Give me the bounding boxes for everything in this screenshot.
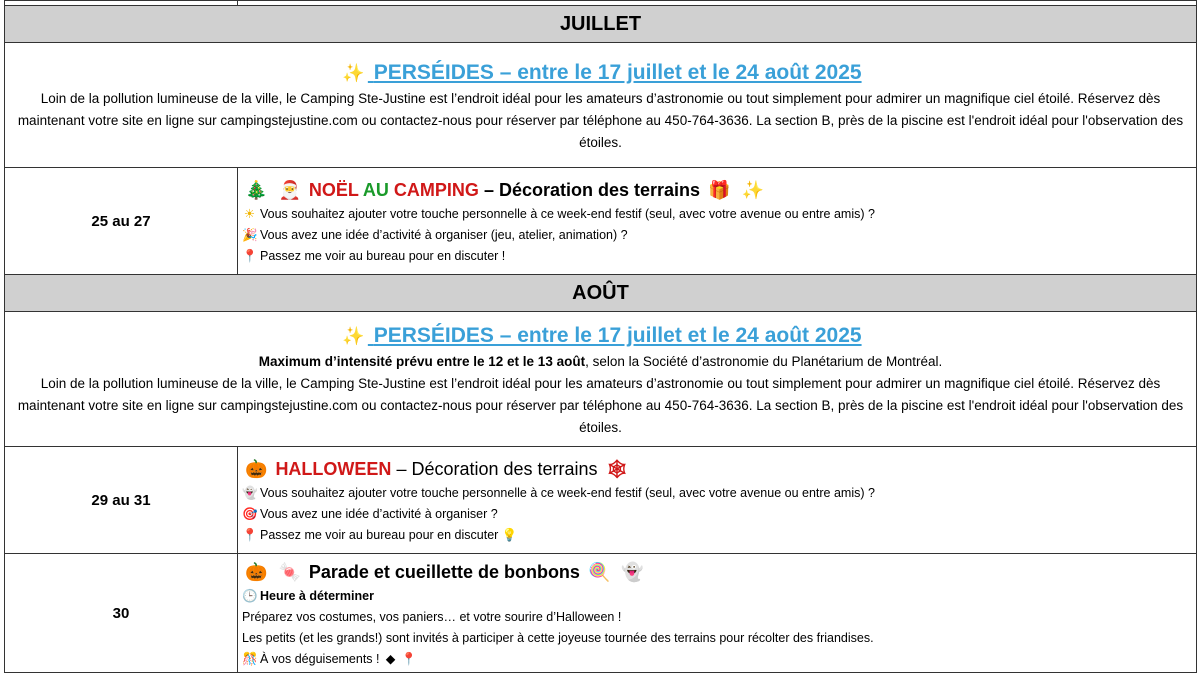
spider-web-icon: 🕸 bbox=[605, 459, 629, 479]
sparkles-icon: ✨ bbox=[741, 180, 764, 200]
diamond-icon: ◆ bbox=[385, 651, 396, 666]
perseides-cell bbox=[5, 43, 1197, 168]
event-line bbox=[242, 204, 1192, 225]
event-line bbox=[242, 525, 1192, 546]
event-line bbox=[242, 246, 1192, 267]
clock-icon: 🕒 bbox=[242, 588, 258, 603]
event-time-line bbox=[242, 586, 1192, 607]
perseides-peak bbox=[15, 351, 1186, 373]
pumpkin-icon: 🎃 bbox=[245, 561, 268, 582]
event-closing: À vos déguisements ! bbox=[260, 651, 380, 666]
month-row-juillet bbox=[5, 6, 1197, 43]
event-time: Heure à déterminer bbox=[260, 588, 374, 603]
ghost-icon: 👻 bbox=[242, 486, 258, 500]
title-rest: – Décoration des terrains bbox=[391, 459, 598, 479]
event-title bbox=[242, 455, 1192, 483]
perseides-title: PERSÉIDES – entre le 17 juillet et le 24 août 2025 bbox=[373, 324, 862, 347]
event-row-halloween bbox=[5, 447, 1197, 554]
event-closing-line bbox=[242, 649, 1192, 670]
event-halloween-cell bbox=[238, 447, 1197, 554]
event-line bbox=[242, 504, 1192, 525]
month-row-aout bbox=[5, 275, 1197, 312]
pumpkin-icon: 🎃 bbox=[245, 459, 268, 479]
confetti-icon: 🎊 bbox=[242, 651, 258, 666]
event-line-text: Passez me voir au bureau pour en discuter bbox=[260, 528, 499, 542]
title-camping: CAMPING bbox=[393, 180, 479, 200]
month-header-juillet: JUILLET bbox=[5, 6, 1197, 43]
santa-icon: 🎅 bbox=[278, 180, 301, 200]
event-line bbox=[242, 225, 1192, 246]
event-line: Préparez vos costumes, vos paniers… et votre sourire d’Halloween ! bbox=[242, 609, 622, 624]
title-noel: NOËL bbox=[308, 180, 359, 200]
perseides-body: Loin de la pollution lumineuse de la ville, le Camping Ste-Justine est l’endroit idéal pour les amateurs d’astronomie ou tout simplement pour admirer un magnifique ciel étoilé. Réservez dès maintenant votre site en ligne sur campingstejustine.com ou contactez-nous pour réserver par téléphone au 450-764-3636. La section B, près de la piscine est l'endroit idéal pour l'observation des étoiles. bbox=[17, 376, 1184, 435]
event-line-text: Passez me voir au bureau pour en discuter ! bbox=[260, 249, 506, 263]
event-line-text: Vous avez une idée d’activité à organiser (jeu, atelier, animation) ? bbox=[260, 228, 628, 242]
perseides-row-juillet bbox=[5, 43, 1197, 168]
perseides-body: Loin de la pollution lumineuse de la ville, le Camping Ste-Justine est l’endroit idéal pour les amateurs d’astronomie ou tout simplement pour admirer un magnifique ciel étoilé. Réservez dès maintenant votre site en ligne sur campingstejustine.com ou contactez-nous pour réserver par téléphone au 450-764-3636. La section B, près de la piscine est l'endroit idéal pour l'observation des étoiles. bbox=[17, 91, 1184, 150]
perseides-title-line bbox=[15, 321, 1186, 351]
pin-icon: 📍 bbox=[242, 249, 258, 263]
party-popper-icon: 🎉 bbox=[242, 228, 258, 242]
christmas-tree-icon: 🎄 bbox=[245, 180, 268, 200]
event-row-noel bbox=[5, 168, 1197, 275]
peak-bold: Maximum d’intensité prévu entre le 12 et le 13 août bbox=[258, 354, 586, 369]
ghost-icon: 👻 bbox=[621, 561, 644, 582]
title-au: AU bbox=[362, 180, 389, 200]
candy-icon: 🍬 bbox=[278, 561, 301, 582]
perseides-title: PERSÉIDES – entre le 17 juillet et le 24 août 2025 bbox=[373, 61, 862, 84]
pin-icon: 📍 bbox=[242, 528, 258, 542]
month-header-aout: AOÛT bbox=[5, 275, 1197, 312]
event-row-parade bbox=[5, 554, 1197, 673]
event-line-text: Vous avez une idée d’activité à organiser ? bbox=[260, 507, 498, 521]
lollipop-icon: 🍭 bbox=[587, 561, 611, 582]
peak-rest: , selon la Société d’astronomie du Planétarium de Montréal. bbox=[585, 354, 943, 369]
event-title bbox=[242, 176, 1192, 204]
perseides-row-aout bbox=[5, 312, 1197, 447]
sparkles-icon: ✨ bbox=[342, 63, 365, 83]
title-halloween: HALLOWEEN bbox=[275, 459, 392, 479]
event-parade-cell bbox=[238, 554, 1197, 673]
activity-calendar-table bbox=[4, 0, 1197, 673]
event-date: 30 bbox=[5, 554, 238, 673]
lightbulb-icon: 💡 bbox=[501, 528, 518, 542]
pin-icon: 📍 bbox=[401, 651, 417, 666]
target-icon: 🎯 bbox=[242, 507, 258, 521]
title-rest: – Décoration des terrains bbox=[483, 180, 701, 200]
event-date: 25 au 27 bbox=[5, 168, 238, 275]
event-title bbox=[242, 558, 1192, 586]
sparkles-icon: ✨ bbox=[342, 326, 365, 346]
event-line: Les petits (et les grands!) sont invités à participer à cette joyeuse tournée des terrains pour récolter des friandises. bbox=[242, 630, 874, 645]
perseides-title-line bbox=[15, 58, 1186, 88]
parade-title: Parade et cueillette de bonbons bbox=[308, 561, 580, 582]
perseides-cell bbox=[5, 312, 1197, 447]
event-line-text: Vous souhaitez ajouter votre touche personnelle à ce week-end festif (seul, avec votre avenue ou entre amis) ? bbox=[260, 207, 875, 221]
event-noel-cell bbox=[238, 168, 1197, 275]
sun-icon: ☀ bbox=[243, 207, 256, 221]
event-date: 29 au 31 bbox=[5, 447, 238, 554]
event-line bbox=[242, 483, 1192, 504]
event-line-text: Vous souhaitez ajouter votre touche personnelle à ce week-end festif (seul, avec votre avenue ou entre amis) ? bbox=[260, 486, 875, 500]
gift-icon: 🎁 bbox=[708, 180, 731, 200]
